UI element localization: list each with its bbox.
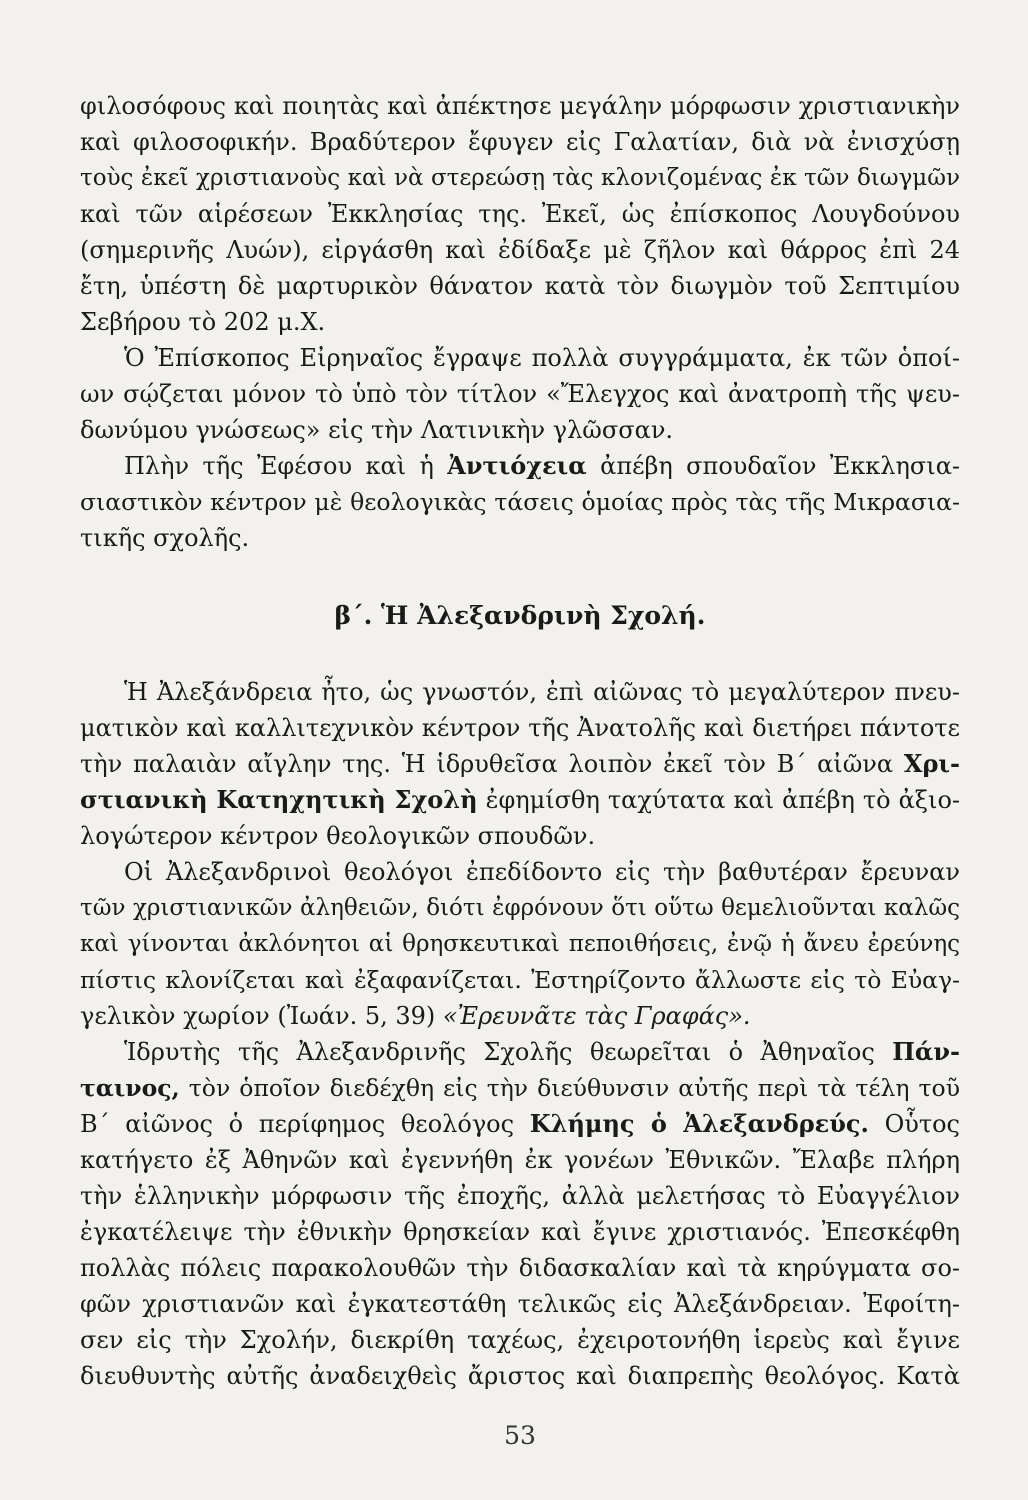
bold-term-clement: Κλήμης ὁ Ἀλεξανδρεύς. <box>529 1109 869 1138</box>
text-run: Β΄ αἰῶνος ὁ περίφημος θεολόγος <box>80 1110 530 1138</box>
text-line: Ὁ Ἐπίσκοπος Εἰρηναῖος ἔγραψε πολλὰ συγγράμματα, ἐκ τῶν ὁποί- <box>124 344 960 372</box>
text-line: καὶ γίνονται ἀκλόνητοι αἱ θρησκευτικαὶ πεποιθήσεις, ἐνῷ ἡ ἄνευ ἐρεύνης <box>80 931 960 957</box>
text-line: κατήγετο ἐξ Ἀθηνῶν καὶ ἐγεννήθη ἐκ γονέων Ἐθνικῶν. Ἔλαβε πλήρη <box>80 1146 960 1174</box>
text-line: πολλὰς πόλεις παρακολουθῶν τὴν διδασκαλίαν καὶ τὰ κηρύγματα σο- <box>80 1254 960 1282</box>
text-line: πίστις κλονίζεται καὶ ἐξαφανίζεται. Ἐστηρίζοντο ἄλλωστε εἰς τὸ Εὐαγ- <box>80 966 960 994</box>
text-run: τὸν ὁποῖον διεδέχθη εἰς τὴν διεύθυνσιν αὐτῆς περὶ τὰ τέλη τοῦ <box>179 1074 960 1102</box>
text-line: ων σῴζεται μόνον τὸ ὑπὸ τὸν τίτλον «Ἔλεγχος καὶ ἀνατροπὴ τῆς ψευ- <box>80 380 960 408</box>
text-line: Σεβήρου τὸ 202 μ.Χ. <box>80 308 326 336</box>
text-line: (σημερινῆς Λυών), εἰργάσθη καὶ ἐδίδαξε μὲ ζῆλον καὶ θάρρος ἐπὶ 24 <box>80 236 960 264</box>
page-number: 53 <box>504 1421 536 1450</box>
section-heading: β΄. Ἡ Ἀλεξανδρινὴ Σχολή. <box>334 601 706 630</box>
text-run: ἀπέβη σπουδαῖον Ἐκκλησια- <box>586 452 961 480</box>
text-run: τὴν παλαιὰν αἴγλην της. Ἡ ἱδρυθεῖσα λοιπὸν ἐκεῖ τὸν Β΄ αἰῶνα <box>80 750 904 778</box>
text-line: σιαστικὸν κέντρον μὲ θεολογικὰς τάσεις ὁμοίας πρὸς τὰς τῆς Μικρασια- <box>80 488 960 516</box>
text-line: ματικὸν καὶ καλλιτεχνικὸν κέντρον τῆς Ἀνατολῆς καὶ διετήρει πάντοτε <box>80 714 960 742</box>
text-line <box>80 448 960 484</box>
text-line <box>80 782 960 818</box>
text-line: λογώτερον κέντρον θεολογικῶν σπουδῶν. <box>80 822 596 850</box>
text-line: τῶν χριστιανικῶν ἀληθειῶν, διότι ἐφρόνουν ὅτι οὕτω θεμελιοῦνται καλῶς <box>80 895 960 921</box>
text-run: Οὗτος <box>868 1110 960 1138</box>
text-line: ἐγκατέλειψε τὴν ἐθνικὴν θρησκείαν καὶ ἔγινε χριστιανός. Ἐπεσκέφθη <box>80 1218 960 1246</box>
bold-term-pantaenus: ταινος, <box>80 1074 180 1102</box>
bold-term-pantaenus: Πάν- <box>892 1037 960 1066</box>
text-line: Ἡ Ἀλεξάνδρεια ἦτο, ὡς γνωστόν, ἐπὶ αἰῶνας τὸ μεγαλύτερον πνευ- <box>124 678 960 706</box>
text-line <box>80 746 960 782</box>
text-line: τοὺς ἐκεῖ χριστιανοὺς καὶ νὰ στερεώσῃ τὰς κλονιζομένας ἐκ τῶν διωγμῶν <box>80 165 960 191</box>
text-run: Ἱδρυτὴς τῆς Ἀλεξανδρινῆς Σχολῆς θεωρεῖται ὁ Ἀθηναῖος <box>124 1038 893 1066</box>
text-line <box>80 1070 960 1106</box>
text-line <box>80 1034 960 1070</box>
text-line <box>80 1106 960 1142</box>
text-run: Πλὴν τῆς Ἐφέσου καὶ ἡ <box>124 452 448 480</box>
text-line: τικῆς σχολῆς. <box>80 524 250 552</box>
text-run: γελικὸν χωρίον (Ἰωάν. 5, 39) <box>80 1002 443 1030</box>
text-line: Οἱ Ἀλεξανδρινοὶ θεολόγοι ἐπεδίδοντο εἰς τὴν βαθυτέραν ἔρευναν <box>124 858 960 886</box>
bold-term-school: Χρι- <box>903 749 960 778</box>
bold-term-school: στιανικὴ Κατηχητικὴ Σχολὴ <box>80 785 478 814</box>
text-line: καὶ τῶν αἱρέσεων Ἐκκλησίας της. Ἐκεῖ, ὡς ἐπίσκοπος Λουγδούνου <box>80 200 960 228</box>
text-line: καὶ φιλοσοφικήν. Βραδύτερον ἔφυγεν εἰς Γαλατίαν, διὰ νὰ ἐνισχύσῃ <box>80 128 960 156</box>
text-line: σεν εἰς τὴν Σχολήν, διεκρίθη ταχέως, ἐχειροτονήθη ἱερεὺς καὶ ἔγινε <box>80 1326 960 1354</box>
text-line: ἔτη, ὑπέστη δὲ μαρτυρικὸν θάνατον κατὰ τὸν διωγμὸν τοῦ Σεπτιμίου <box>80 272 960 300</box>
text-run: ἐφημίσθη ταχύτατα καὶ ἀπέβη τὸ ἀξιο- <box>477 786 960 814</box>
bold-term-antioch: Ἀντιόχεια <box>447 451 587 480</box>
scripture-quote: «Ἐρευνᾶτε τὰς Γραφάς». <box>442 1002 751 1030</box>
text-line: τὴν ἑλληνικὴν μόρφωσιν τῆς ἐποχῆς, ἀλλὰ μελετήσας τὸ Εὐαγγέλιον <box>80 1182 960 1210</box>
text-line: διευθυντὴς αὐτῆς ἀναδειχθεὶς ἄριστος καὶ διαπρεπὴς θεολόγος. Κατὰ <box>80 1362 960 1390</box>
text-line: δωνύμου γνώσεως» εἰς τὴν Λατινικὴν γλῶσσαν. <box>80 416 674 444</box>
text-line <box>80 998 960 1034</box>
text-line: φιλοσόφους καὶ ποιητὰς καὶ ἀπέκτησε μεγάλην μόρφωσιν χριστιανικὴν <box>80 92 960 120</box>
text-line: φῶν χριστιανῶν καὶ ἐγκατεστάθη τελικῶς εἰς Ἀλεξάνδρειαν. Ἐφοίτη- <box>80 1290 960 1318</box>
